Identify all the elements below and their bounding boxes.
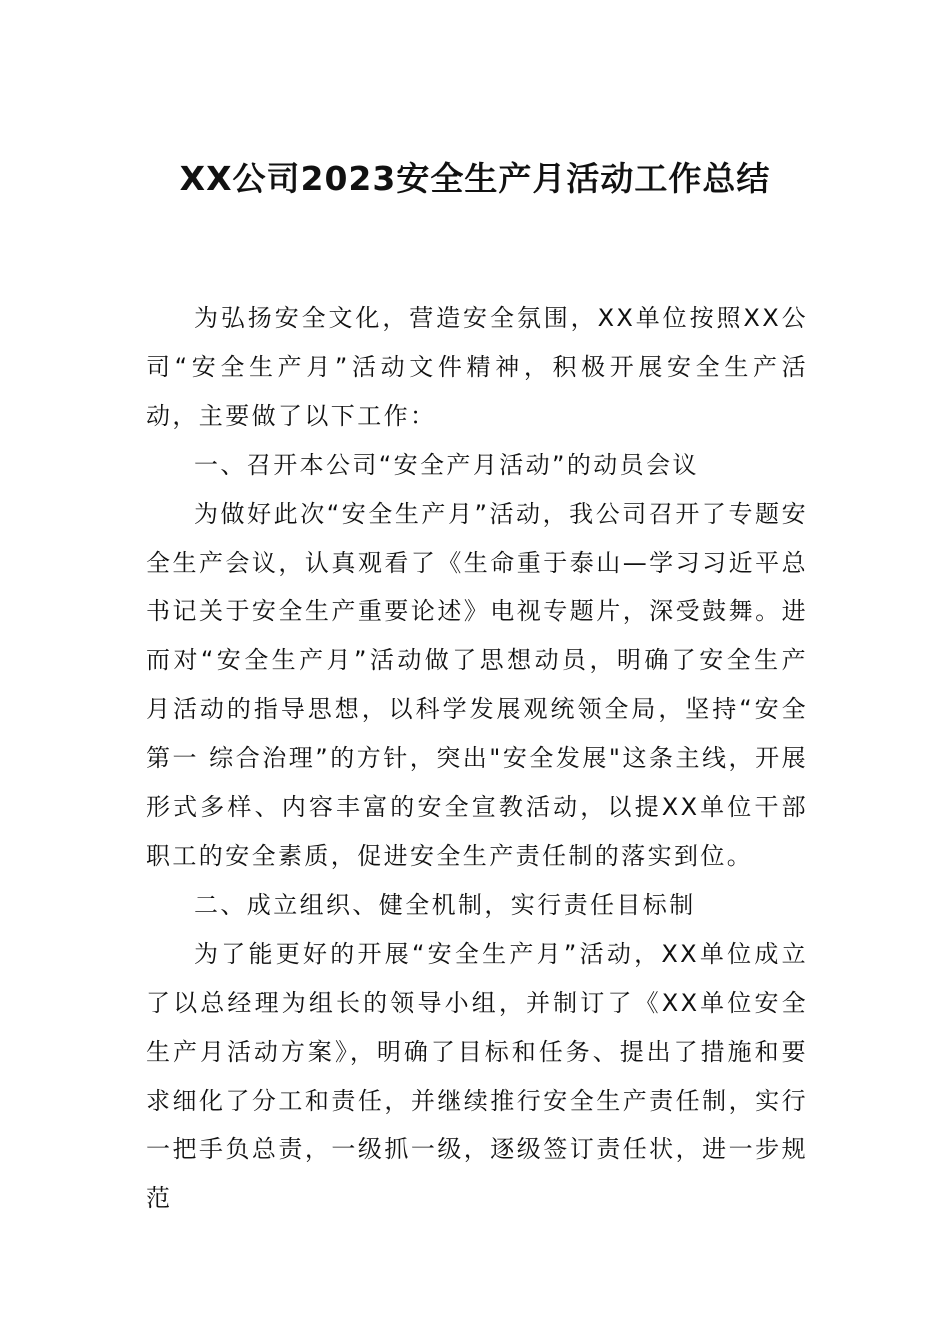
- section-1-paragraph: 为做好此次“安全生产月”活动，我公司召开了专题安全生产会议，认真观看了《生命重于泰山—学习习近平总书记关于安全生产重要论述》电视专题片，深受鼓舞。进而对“安全生产月”活动做了思想动员，明确了安全生产月活动的指导思想，以科学发展观统领全局，坚持“安全第一 综合治理”的方针，突出"安全发展"这条主线，开展形式多样、内容丰富的安全宣教活动，以提XX单位干部职工的安全素质，促进安全生产责任制的落实到位。: [146, 499, 808, 870]
- section-heading-2: 二、成立组织、健全机制，实行责任目标制: [194, 890, 696, 919]
- document-body: [146, 294, 808, 1223]
- section-heading-1: 一、召开本公司“安全产月活动”的动员会议: [194, 450, 699, 479]
- document-title: XX公司2023安全生产月活动工作总结: [179, 159, 771, 198]
- section-2-paragraph: 为了能更好的开展“安全生产月”活动，XX单位成立了以总经理为组长的领导小组，并制订了《XX单位安全生产月活动方案》，明确了目标和任务、提出了措施和要求细化了分工和责任，并继续推行安全生产责任制，实行一把手负总责，一级抓一级，逐级签订责任状，进一步规范: [146, 939, 808, 1213]
- intro-paragraph: 为弘扬安全文化，营造安全氛围，XX单位按照XX公司“安全生产月”活动文件精神，积极开展安全生产活动，主要做了以下工作：: [146, 304, 808, 430]
